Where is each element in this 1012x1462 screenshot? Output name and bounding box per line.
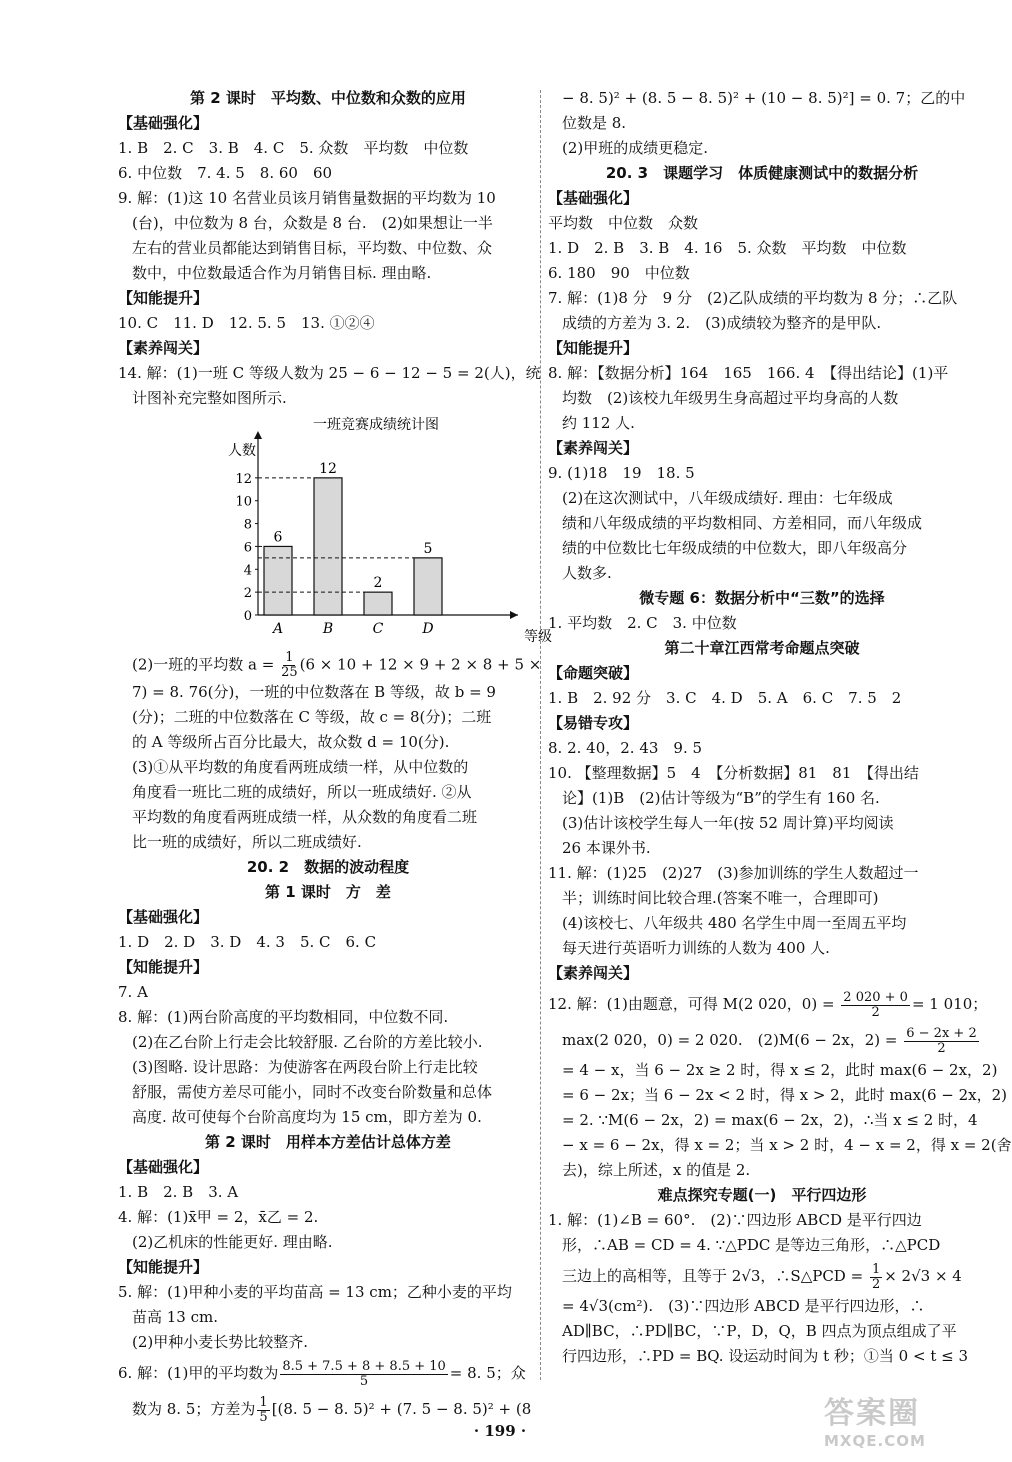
text-line: 26 本课外书. — [562, 839, 651, 857]
text-line: 苗高 13 cm. — [132, 1308, 219, 1326]
bar-chart — [226, 415, 566, 645]
fraction-denominator: 25 — [281, 665, 298, 680]
right-lines-b — [548, 1058, 1012, 1258]
text-line: 6. 中位数 7. 4. 5 8. 60 60 — [118, 164, 333, 182]
section-heading: 【知能提升】 — [548, 339, 639, 357]
text-line: 1. D 2. D 3. D 4. 3 5. C 6. C — [118, 933, 377, 951]
text-line: 去)，综上所述，x 的值是 2. — [562, 1161, 751, 1179]
section-heading: 【素养闯关】 — [118, 339, 209, 357]
text-line: (2)甲班的成绩更稳定. — [562, 139, 709, 157]
text-line: 约 112 人. — [562, 414, 635, 432]
q6-var-fraction — [257, 1396, 269, 1425]
page-number: · 199 · — [473, 1422, 527, 1440]
text-line: − x = 6 − 2x，得 x = 2；当 x > 2 时，4 − x = 2，得 x = 2(舍 — [562, 1136, 1012, 1154]
text-line: 1. B 2. 92 分 3. C 4. D 5. A 6. C 7. 5 2 — [548, 689, 902, 707]
text-line: 8. 解：【数据分析】164 165 166. 4 【得出结论】(1)平 — [548, 364, 949, 382]
text-line: 比一班的成绩好，所以二班成绩好. — [132, 833, 362, 851]
text-line: 绩和八年级成绩的平均数相同、方差相同，而八年级成 — [562, 514, 923, 532]
fraction-denominator: 5 — [259, 1409, 268, 1425]
y-tick-label: 4 — [243, 563, 252, 579]
y-axis-arrow — [254, 431, 262, 439]
text-line: 6. 180 90 中位数 — [548, 264, 690, 282]
fraction-numerator: 1 — [259, 1394, 268, 1410]
y-axis-label: 人数 — [228, 443, 256, 459]
y-tick-label: 0 — [243, 609, 252, 624]
section-heading: 【素养闯关】 — [548, 439, 639, 457]
left-bottom-lines — [118, 680, 538, 1355]
fraction-denominator: 5 — [359, 1373, 369, 1389]
section-heading: 【基础强化】 — [118, 908, 209, 926]
bar-D — [414, 558, 442, 615]
text-line: 高度. 故可使每个台阶高度均为 15 cm，即方差为 0. — [132, 1108, 482, 1126]
text-line: (4)该校七、八年级共 480 名学生中周一至周五平均 — [562, 914, 907, 932]
text-line: 的 A 等级所占百分比最大，故众数 d = 10(分). — [132, 733, 450, 751]
text-line: 行四边形，∴PD = BQ. 设运动时间为 t 秒；①当 0 < t ≤ 3 — [562, 1347, 968, 1365]
text-line: 8. 解：(1)两台阶高度的平均数相同，中位数不同. — [118, 1008, 449, 1026]
text-line: 7) = 8. 76(分)，一班的中位数落在 B 等级，故 b = 9 — [132, 683, 496, 701]
section-heading: 【基础强化】 — [548, 189, 639, 207]
y-tick-label: 8 — [243, 517, 252, 533]
section-title: 微专题 6：数据分析中“三数”的选择 — [639, 589, 885, 607]
bar-data-label: 12 — [319, 460, 337, 477]
section-title: 20. 2 数据的波动程度 — [246, 858, 410, 876]
text-line: 1. 平均数 2. C 3. 中位数 — [548, 614, 737, 632]
text-line: 平均数的角度看两班成绩一样，从众数的角度看二班 — [132, 808, 478, 826]
watermark-line-2: MXQE.COM — [824, 1432, 926, 1450]
text-line: 7. 解：(1)8 分 9 分 (2)乙队成绩的平均数为 8 分；∴乙队 — [548, 289, 958, 307]
text-line: = 4 − x，当 6 − 2x ≥ 2 时，得 x ≤ 2，此时 max(6 − 2x，2) — [562, 1061, 998, 1079]
text-line: 计图补充完整如图所示. — [132, 389, 287, 407]
q6-suffix: = 8. 5；众 — [449, 1364, 526, 1382]
text-line: 9. 解：(1)这 10 名营业员该月销售量数据的平均数为 10 — [118, 189, 496, 207]
q14-mean-line — [118, 650, 542, 680]
q1-area-fraction — [870, 1263, 882, 1292]
section-heading: 【基础强化】 — [118, 1158, 209, 1176]
bar-data-label: 5 — [423, 540, 433, 557]
text-line: 1. 解：(1)∠B = 60°. (2)∵四边形 ABCD 是平行四边 — [548, 1211, 922, 1229]
text-line: 5. 解：(1)甲种小麦的平均苗高 = 13 cm；乙种小麦的平均 — [118, 1283, 512, 1301]
q6-fraction — [280, 1360, 447, 1389]
q6-var-prefix: 数为 8. 5；方差为 — [132, 1400, 256, 1418]
bar-data-label: 6 — [273, 529, 283, 546]
text-line: AD∥BC，∴PD∥BC，∵P，D，Q，B 四点为顶点组成了平 — [562, 1322, 957, 1340]
right-column — [548, 86, 1012, 1369]
watermark-logo — [824, 1388, 984, 1454]
section-title: 第 1 课时 方 差 — [265, 883, 391, 901]
x-tick-label: B — [322, 621, 334, 637]
bar-chart-svg — [226, 415, 566, 645]
x-axis-label: 等级 — [524, 629, 552, 645]
fraction-denominator: 2 — [871, 1276, 881, 1292]
text-line: 人数多. — [562, 564, 612, 582]
fraction-denominator: 2 — [871, 1004, 880, 1020]
text-line: 平均数 中位数 众数 — [548, 214, 699, 232]
text-line: 位数是 8. — [562, 114, 627, 132]
fraction-denominator: 2 — [937, 1040, 946, 1056]
q12-line-1 — [548, 986, 988, 1022]
text-line: = 6 − 2x；当 6 − 2x < 2 时，得 x > 2，此时 max(6 − 2x，2) — [562, 1086, 1007, 1104]
text-line: 舒服，需使方差尽可能小，同时不改变台阶数量和总体 — [132, 1083, 493, 1101]
q1-area-suffix: × 2√3 × 4 — [884, 1267, 962, 1285]
bar-B — [314, 478, 342, 615]
text-line: 14. 解：(1)一班 C 等级人数为 25 − 6 − 12 − 5 = 2(人)，统 — [118, 364, 541, 382]
section-heading: 【素养闯关】 — [548, 964, 639, 982]
y-tick-label: 10 — [235, 494, 252, 510]
watermark-line-1: 答案圈 — [824, 1396, 920, 1431]
text-line: (3)图略. 设计思路：为使游客在两段台阶上行走比较 — [132, 1058, 478, 1076]
section-title: 20. 3 课题学习 体质健康测试中的数据分析 — [605, 164, 919, 182]
section-title: 难点探究专题(一) 平行四边形 — [657, 1186, 867, 1204]
text-line: (2)在这次测试中，八年级成绩好. 理由：七年级成 — [562, 489, 893, 507]
text-line: (2)在乙台阶上行走会比较舒服. 乙台阶的方差比较小. — [132, 1033, 483, 1051]
section-title: 第二十章江西常考命题点突破 — [664, 639, 860, 657]
y-tick-label: 12 — [235, 471, 252, 487]
bar-A — [264, 546, 292, 615]
q12-suffix: = 1 010； — [911, 995, 988, 1013]
x-tick-label: D — [422, 621, 434, 637]
text-line: 数中，中位数最适合作为月销售目标. 理由略. — [132, 264, 432, 282]
text-line: (台)，中位数为 8 台，众数是 8 台. (2)如果想让一半 — [132, 214, 493, 232]
q12-line2-fraction — [904, 1027, 978, 1056]
q1-area-prefix: 三边上的高相等，且等于 2√3，∴S△PCD = — [562, 1267, 868, 1285]
text-line: 角度看一班比二班的成绩好，所以一班成绩好. ②从 — [132, 783, 472, 801]
text-line: = 4√3(cm²). (3)∵四边形 ABCD 是平行四边形，∴ — [562, 1297, 925, 1315]
q12-prefix: 12. 解：(1)由题意，可得 M(2 020，0) = — [548, 995, 840, 1013]
right-lines-c — [548, 1294, 976, 1369]
text-line: = 2. ∵M(6 − 2x，2) = max(6 − 2x，2)，∴当 x ≤ 2 时，4 — [562, 1111, 978, 1129]
text-line: 论】(1)B (2)估计等级为“B”的学生有 160 名. — [562, 789, 880, 807]
column-divider — [540, 90, 541, 1380]
x-axis-arrow — [510, 611, 518, 619]
text-line: 4. 解：(1)x̄甲 = 2，x̄乙 = 2. — [118, 1208, 319, 1226]
text-line: 9. (1)18 19 18. 5 — [548, 464, 695, 482]
text-line: 半；训练时间比较合理.(答案不唯一，合理即可) — [562, 889, 879, 907]
q14-mean-prefix: (2)一班的平均数 a = — [132, 655, 280, 674]
text-line: (2)甲种小麦长势比较整齐. — [132, 1333, 309, 1351]
fraction-numerator: 1 — [871, 1261, 881, 1277]
text-line: (3)①从平均数的角度看两班成绩一样，从中位数的 — [132, 758, 469, 776]
fraction-numerator: 8.5 + 7.5 + 8 + 8.5 + 10 — [282, 1358, 446, 1374]
q6-mean-line — [118, 1355, 538, 1391]
q1-area-line — [548, 1258, 976, 1294]
section-heading: 【知能提升】 — [118, 1258, 209, 1276]
text-line: 左右的营业员都能达到销售目标，平均数、中位数、众 — [132, 239, 493, 257]
chart-title: 一班竞赛成绩统计图 — [313, 417, 439, 433]
text-line: 形，∴AB = CD = 4. ∵△PDC 是等边三角形，∴△PCD — [562, 1236, 941, 1254]
text-line: (3)估计该校学生每人一年(按 52 周计算)平均阅读 — [562, 814, 894, 832]
y-tick-label: 2 — [243, 586, 252, 602]
fraction-numerator: 6 − 2x + 2 — [906, 1025, 977, 1041]
text-line: 绩的中位数比七年级成绩的中位数大，即八年级高分 — [562, 539, 908, 557]
fraction-numerator: 1 — [285, 650, 294, 665]
text-line: 1. D 2. B 3. B 4. 16 5. 众数 平均数 中位数 — [548, 239, 907, 257]
text-line: 1. B 2. C 3. B 4. C 5. 众数 平均数 中位数 — [118, 139, 469, 157]
text-line: 10. C 11. D 12. 5. 5 13. ①②④ — [118, 314, 375, 332]
text-line: (分)；二班的中位数落在 C 等级，故 c = 8(分)；二班 — [132, 708, 492, 726]
text-line: 8. 2. 40，2. 43 9. 5 — [548, 739, 703, 757]
section-title: 第 2 课时 平均数、中位数和众数的应用 — [190, 89, 466, 107]
fraction-numerator: 2 020 + 0 — [843, 989, 908, 1005]
q14-mean-fraction — [281, 651, 298, 680]
q6-var-suffix: [(8. 5 − 8. 5)² + (7. 5 − 8. 5)² + (8 — [271, 1400, 532, 1418]
bar-data-label: 2 — [373, 575, 383, 592]
q12-line2-prefix: max(2 020，0) = 2 020. (2)M(6 − 2x，2) = — [562, 1031, 903, 1049]
q6-prefix: 6. 解：(1)甲的平均数为 — [118, 1364, 279, 1382]
section-heading: 【易错专攻】 — [548, 714, 639, 732]
section-heading: 【基础强化】 — [118, 114, 209, 132]
section-heading: 【知能提升】 — [118, 289, 209, 307]
x-tick-label: C — [372, 621, 384, 637]
text-line: − 8. 5)² + (8. 5 − 8. 5)² + (10 − 8. 5)²] = 0. 7；乙的中 — [562, 89, 966, 107]
left-column — [118, 86, 552, 1427]
q12-line-2 — [548, 1022, 976, 1058]
text-line: 均数 (2)该校九年级男生身高超过平均身高的人数 — [562, 389, 899, 407]
text-line: 7. A — [118, 983, 148, 1001]
text-line: 10. 【整理数据】5 4 【分析数据】81 81 【得出结 — [548, 764, 919, 782]
bar-C — [364, 592, 392, 615]
left-top-lines — [118, 86, 541, 411]
right-lines-a — [548, 86, 976, 986]
section-title: 第 2 课时 用样本方差估计总体方差 — [205, 1133, 451, 1151]
x-tick-label: A — [272, 621, 284, 637]
text-line: 1. B 2. B 3. A — [118, 1183, 239, 1201]
section-heading: 【知能提升】 — [118, 958, 209, 976]
text-line: 成绩的方差为 3. 2. (3)成绩较为整齐的是甲队. — [562, 314, 882, 332]
text-line: 每天进行英语听力训练的人数为 400 人. — [562, 939, 830, 957]
text-line: (2)乙机床的性能更好. 理由略. — [132, 1233, 333, 1251]
text-line: 11. 解：(1)25 (2)27 (3)参加训练的学生人数超过一 — [548, 864, 919, 882]
section-heading: 【命题突破】 — [548, 664, 639, 682]
q12-fraction — [841, 991, 910, 1020]
y-tick-label: 6 — [243, 540, 252, 556]
q14-mean-suffix: (6 × 10 + 12 × 9 + 2 × 8 + 5 × — [299, 655, 542, 674]
